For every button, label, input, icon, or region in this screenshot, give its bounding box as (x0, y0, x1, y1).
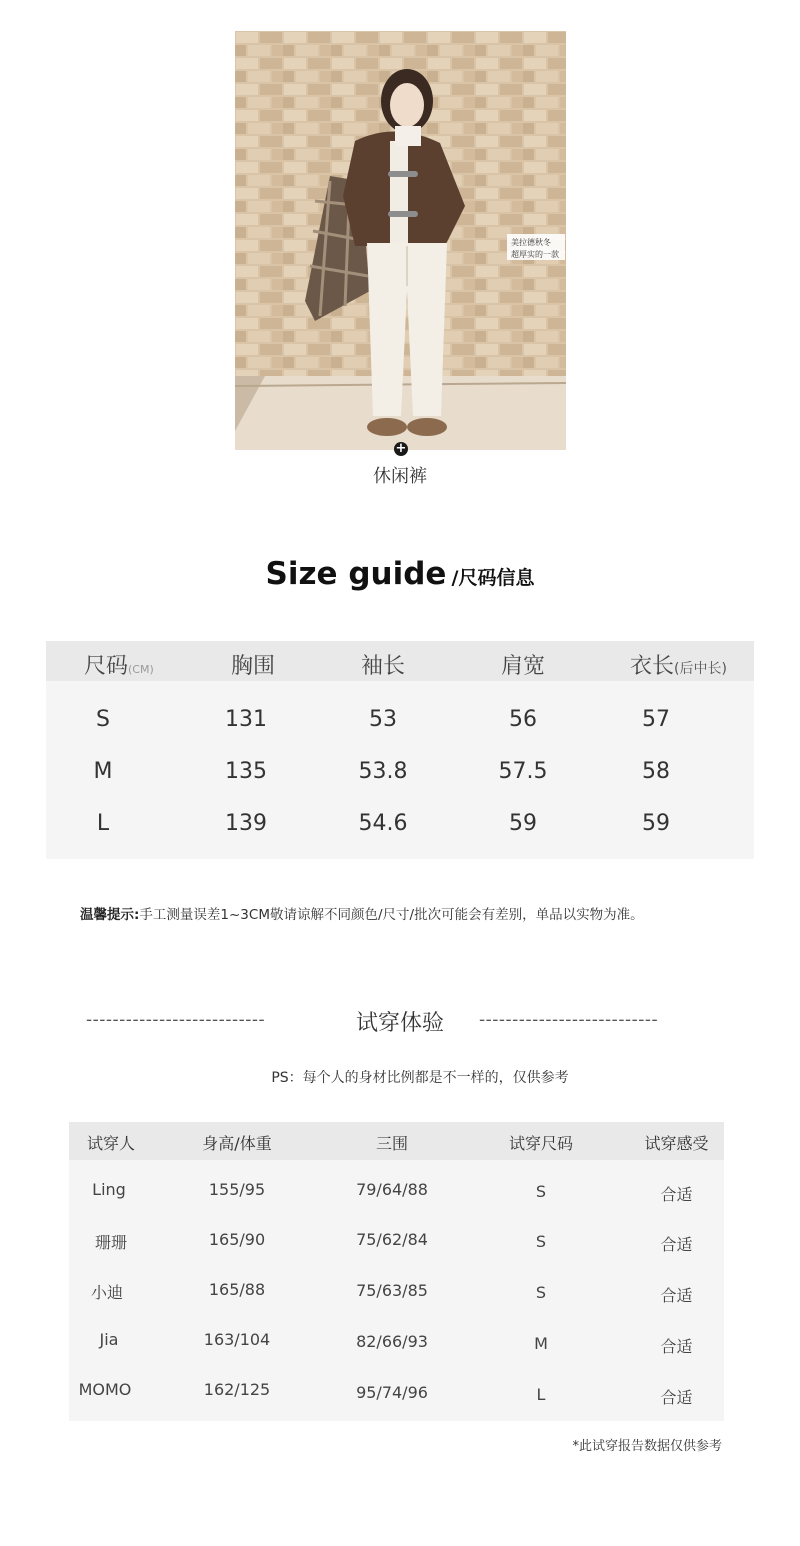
size-guide-title (0, 556, 800, 592)
plus-icon[interactable]: + (395, 441, 407, 456)
tryon-cell: S (535, 1283, 547, 1302)
size-table-header (46, 641, 754, 681)
tryon-cell: 合适 (660, 1388, 693, 1407)
tryon-cell: 合适 (660, 1185, 693, 1204)
tryon-table-header (69, 1122, 724, 1160)
size-cell: 54.6 (358, 811, 408, 836)
size-row (46, 747, 754, 799)
size-header-chest: 胸围 (230, 654, 275, 679)
size-cell: 57.5 (498, 759, 548, 784)
tryon-cell: MOMO (78, 1380, 132, 1399)
size-cell: S (96, 707, 110, 732)
size-header-sleeve: 袖长 (360, 654, 405, 679)
tryon-row (69, 1277, 724, 1327)
tryon-cell: Jia (99, 1330, 119, 1349)
size-cell: L (96, 811, 110, 836)
tryon-cell: 合适 (660, 1235, 693, 1254)
tryon-cell: 合适 (660, 1286, 693, 1305)
tryon-title: 试穿体验 (355, 1011, 444, 1036)
product-caption: 休闲裤 (373, 466, 427, 487)
tryon-cell: S (535, 1232, 547, 1251)
tryon-header-cell: 试穿尺码 (508, 1134, 573, 1153)
tryon-cell: 162/125 (203, 1380, 271, 1399)
size-cell: 56 (509, 707, 537, 732)
product-photo (235, 31, 566, 450)
tryon-cell: 95/74/96 (356, 1383, 428, 1402)
product-photo-illustration (235, 31, 566, 450)
tryon-cell: 82/66/93 (356, 1332, 428, 1351)
size-cell: 135 (225, 759, 267, 784)
tryon-header-cell: 身高/体重 (202, 1134, 272, 1153)
tryon-header-cell: 试穿人 (86, 1134, 135, 1153)
tryon-cell: 165/90 (208, 1230, 266, 1249)
tryon-cell: L (536, 1385, 546, 1404)
tryon-header-cell: 三围 (375, 1134, 408, 1153)
tryon-row (69, 1177, 724, 1227)
tip-text: 手工测量误差1~3CM敬请谅解不同颜色/尺寸/批次可能会有差别，单品以实物为准。 (139, 907, 644, 923)
tryon-cell: S (535, 1182, 547, 1201)
tip-label: 温馨提示: (80, 907, 140, 923)
tryon-cell: 75/62/84 (356, 1230, 428, 1249)
tryon-row (69, 1327, 724, 1377)
tryon-cell: 165/88 (208, 1280, 266, 1299)
size-cell: 59 (642, 811, 670, 836)
tryon-cell: M (534, 1334, 548, 1353)
size-cell: 131 (225, 707, 267, 732)
tryon-footnote: *此试穿报告数据仅供参考 (572, 1439, 722, 1454)
size-guide-title-en: Size guide (265, 556, 447, 592)
size-header-shoulder: 肩宽 (500, 654, 545, 679)
tryon-cell: 珊珊 (94, 1233, 127, 1252)
tryon-table (69, 1122, 724, 1421)
size-cell: 53 (369, 707, 397, 732)
size-row (46, 695, 754, 747)
dash-divider-right: --------------------------- (479, 1010, 659, 1030)
size-cell: M (93, 759, 113, 784)
tryon-row (69, 1377, 724, 1427)
tryon-header-cell: 试穿感受 (644, 1134, 709, 1153)
tryon-cell: 75/63/85 (356, 1281, 428, 1300)
tryon-cell: Ling (92, 1180, 126, 1199)
tryon-heading (0, 1006, 800, 1040)
size-cell: 53.8 (358, 759, 408, 784)
size-guide-title-cn: /尺码信息 (451, 567, 535, 589)
tryon-cell: 79/64/88 (356, 1180, 428, 1199)
tryon-cell: 合适 (660, 1337, 693, 1356)
tryon-cell: 155/95 (208, 1180, 266, 1199)
measurement-tip (80, 903, 644, 923)
size-cell: 59 (509, 811, 537, 836)
size-cell: 58 (642, 759, 670, 784)
size-table (46, 641, 754, 859)
size-header-size: 尺码(CM) (84, 654, 154, 679)
size-cell: 57 (642, 707, 670, 732)
tryon-cell: 小迪 (90, 1283, 123, 1302)
size-cell: 139 (225, 811, 267, 836)
dash-divider-left: --------------------------- (86, 1010, 266, 1030)
photo-sticker-line-2: 超厚实的一款 (511, 250, 559, 259)
tryon-ps-note: PS：每个人的身材比例都是不一样的，仅供参考 (271, 1070, 569, 1086)
size-row (46, 799, 754, 851)
tryon-row (69, 1227, 724, 1277)
size-header-length: 衣长(后中长) (630, 654, 727, 679)
tryon-cell: 163/104 (203, 1330, 271, 1349)
photo-sticker-line-1: 美拉德秋冬 (511, 238, 551, 247)
